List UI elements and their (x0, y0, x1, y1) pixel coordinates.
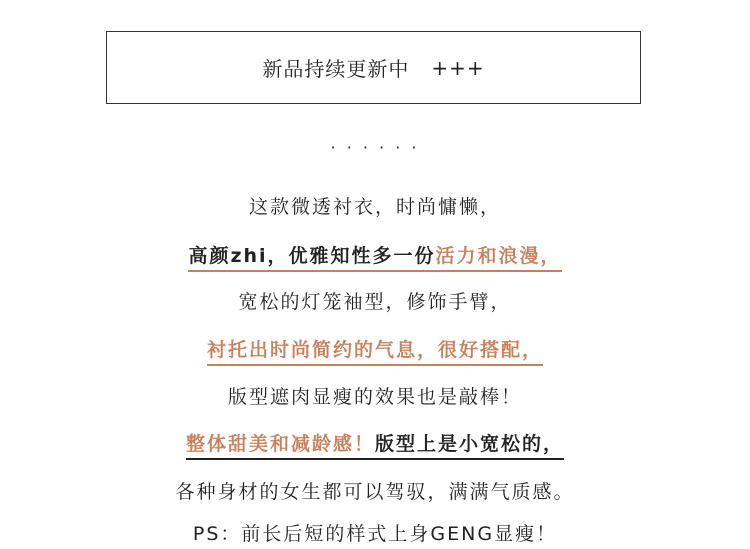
banner-plus: +++ (431, 55, 485, 80)
description-line-1 (0, 194, 750, 220)
description-line-8-text: PS：前长后短的样式上身GENG显瘦！ (192, 523, 558, 545)
banner-title: 新品持续更新中 (262, 57, 410, 81)
description-line-2-accent: 活力和浪漫， (435, 245, 562, 267)
description-line-3 (0, 289, 750, 315)
description-line-3-text: 宽松的灯笼袖型，修饰手臂， (238, 291, 512, 313)
description-line-2 (0, 243, 750, 272)
description-line-1-text: 这款微透衬衣，时尚慵懒， (248, 196, 501, 218)
description-line-2-dark: 高颜zhi，优雅知性多一份 (188, 245, 436, 267)
description-line-4-accent: 衬托出时尚简约的气息，很好搭配， (207, 337, 543, 366)
description-line-8 (0, 521, 750, 547)
description-line-6-underline (186, 431, 564, 460)
description-line-7 (0, 479, 750, 505)
new-arrivals-banner (106, 31, 641, 104)
description-line-5 (0, 384, 750, 410)
description-line-6-accent: 整体甜美和减龄感！ (185, 433, 375, 455)
description-line-2-underline (188, 243, 561, 272)
description-line-7-text: 各种身材的女生都可以驾驭，满满气质感。 (175, 481, 575, 503)
description-line-5-text: 版型遮肉显瘦的效果也是敲棒！ (227, 386, 522, 408)
dot-divider: · · · · · · (330, 138, 420, 157)
description-line-6 (0, 431, 750, 460)
description-line-6-dark: 版型上是小宽松的， (375, 433, 565, 455)
description-line-4 (0, 337, 750, 366)
